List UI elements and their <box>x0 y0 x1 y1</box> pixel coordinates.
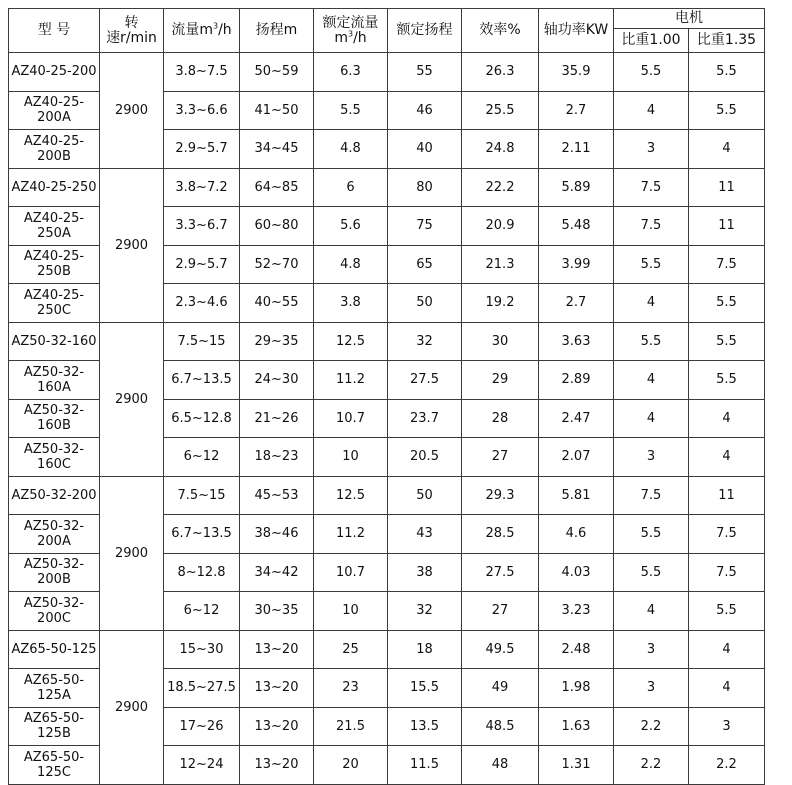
efficiency-cell: 49.5 <box>462 630 539 669</box>
header-speed-line1: 转 <box>124 14 139 31</box>
efficiency-cell: 24.8 <box>462 130 539 169</box>
shaft-power-cell: 3.99 <box>539 245 614 284</box>
pump-spec-table <box>8 8 765 785</box>
efficiency-cell: 27.5 <box>462 553 539 592</box>
efficiency-cell: 22.2 <box>462 168 539 207</box>
shaft-power-cell: 4.03 <box>539 553 614 592</box>
rated-flow-cell: 11.2 <box>314 361 388 400</box>
model-cell: AZ40-25-200 <box>9 53 100 92</box>
header-motor: 电机 <box>614 9 765 29</box>
header-rated-flow-line1: 额定流量 <box>322 14 379 31</box>
efficiency-cell: 21.3 <box>462 245 539 284</box>
table-row <box>9 168 765 207</box>
shaft-power-cell: 2.7 <box>539 91 614 130</box>
head-cell: 13~20 <box>240 746 314 785</box>
head-cell: 13~20 <box>240 669 314 708</box>
flow-cell: 7.5~15 <box>164 476 240 515</box>
flow-cell: 18.5~27.5 <box>164 669 240 708</box>
flow-cell: 3.8~7.5 <box>164 53 240 92</box>
motor-100-cell: 2.2 <box>614 746 689 785</box>
efficiency-cell: 49 <box>462 669 539 708</box>
table-row <box>9 322 765 361</box>
efficiency-cell: 25.5 <box>462 91 539 130</box>
model-cell: AZ65-50-125 <box>9 630 100 669</box>
model-cell: AZ50-32-200A <box>9 515 100 554</box>
motor-135-cell: 5.5 <box>689 91 765 130</box>
motor-135-cell: 4 <box>689 630 765 669</box>
efficiency-cell: 29.3 <box>462 476 539 515</box>
rated-head-cell: 50 <box>388 476 462 515</box>
motor-100-cell: 4 <box>614 399 689 438</box>
shaft-power-cell: 2.89 <box>539 361 614 400</box>
efficiency-cell: 20.9 <box>462 207 539 246</box>
efficiency-cell: 27 <box>462 438 539 477</box>
motor-135-cell: 4 <box>689 438 765 477</box>
header-rated-flow-unit: /h <box>353 29 367 46</box>
shaft-power-cell: 4.6 <box>539 515 614 554</box>
motor-100-cell: 4 <box>614 592 689 631</box>
motor-135-cell: 7.5 <box>689 515 765 554</box>
rated-head-cell: 40 <box>388 130 462 169</box>
motor-135-cell: 3 <box>689 707 765 746</box>
efficiency-cell: 27 <box>462 592 539 631</box>
motor-100-cell: 5.5 <box>614 322 689 361</box>
rated-flow-cell: 23 <box>314 669 388 708</box>
rated-flow-cell: 10.7 <box>314 399 388 438</box>
rated-flow-cell: 4.8 <box>314 245 388 284</box>
motor-135-cell: 7.5 <box>689 553 765 592</box>
motor-100-cell: 3 <box>614 438 689 477</box>
rated-flow-cell: 11.2 <box>314 515 388 554</box>
model-cell: AZ40-25-250 <box>9 168 100 207</box>
motor-100-cell: 5.5 <box>614 553 689 592</box>
efficiency-cell: 29 <box>462 361 539 400</box>
shaft-power-cell: 2.48 <box>539 630 614 669</box>
rated-head-cell: 18 <box>388 630 462 669</box>
efficiency-cell: 28 <box>462 399 539 438</box>
header-speed <box>100 9 164 53</box>
motor-100-cell: 7.5 <box>614 207 689 246</box>
motor-135-cell: 11 <box>689 476 765 515</box>
head-cell: 41~50 <box>240 91 314 130</box>
motor-135-cell: 11 <box>689 207 765 246</box>
motor-135-cell: 7.5 <box>689 245 765 284</box>
motor-100-cell: 4 <box>614 91 689 130</box>
model-cell: AZ40-25-200B <box>9 130 100 169</box>
flow-cell: 8~12.8 <box>164 553 240 592</box>
shaft-power-cell: 5.81 <box>539 476 614 515</box>
head-cell: 24~30 <box>240 361 314 400</box>
motor-135-cell: 5.5 <box>689 361 765 400</box>
shaft-power-cell: 1.31 <box>539 746 614 785</box>
model-cell: AZ65-50-125B <box>9 707 100 746</box>
head-cell: 45~53 <box>240 476 314 515</box>
rated-head-cell: 23.7 <box>388 399 462 438</box>
table-row <box>9 476 765 515</box>
table-row <box>9 630 765 669</box>
header-flow <box>164 9 240 53</box>
header-flow-label: 流量m <box>171 22 213 38</box>
speed-cell: 2900 <box>100 53 164 169</box>
header-rated-flow-m: m <box>334 29 348 46</box>
speed-cell: 2900 <box>100 476 164 630</box>
rated-flow-cell: 10 <box>314 438 388 477</box>
header-rated-flow-sup: 3 <box>347 28 354 38</box>
header-rated-flow <box>314 9 388 53</box>
motor-135-cell: 2.2 <box>689 746 765 785</box>
flow-cell: 7.5~15 <box>164 322 240 361</box>
rated-flow-cell: 3.8 <box>314 284 388 323</box>
rated-flow-cell: 4.8 <box>314 130 388 169</box>
model-cell: AZ40-25-250A <box>9 207 100 246</box>
motor-135-cell: 4 <box>689 669 765 708</box>
motor-100-cell: 5.5 <box>614 245 689 284</box>
speed-cell: 2900 <box>100 168 164 322</box>
table-row <box>9 53 765 92</box>
header-flow-sup: 3 <box>212 21 219 31</box>
motor-100-cell: 4 <box>614 284 689 323</box>
rated-head-cell: 43 <box>388 515 462 554</box>
flow-cell: 15~30 <box>164 630 240 669</box>
header-sg-135: 比重1.35 <box>689 29 765 53</box>
head-cell: 21~26 <box>240 399 314 438</box>
model-cell: AZ40-25-200A <box>9 91 100 130</box>
header-rated-head: 额定扬程 <box>388 9 462 53</box>
header-speed-line2: 速r/min <box>106 29 157 46</box>
rated-flow-cell: 10.7 <box>314 553 388 592</box>
rated-flow-cell: 12.5 <box>314 322 388 361</box>
head-cell: 50~59 <box>240 53 314 92</box>
motor-135-cell: 4 <box>689 130 765 169</box>
motor-100-cell: 3 <box>614 130 689 169</box>
model-cell: AZ50-32-160 <box>9 322 100 361</box>
flow-cell: 6.7~13.5 <box>164 515 240 554</box>
model-cell: AZ65-50-125C <box>9 746 100 785</box>
motor-100-cell: 2.2 <box>614 707 689 746</box>
flow-cell: 12~24 <box>164 746 240 785</box>
motor-100-cell: 7.5 <box>614 476 689 515</box>
speed-cell: 2900 <box>100 322 164 476</box>
rated-flow-cell: 21.5 <box>314 707 388 746</box>
head-cell: 38~46 <box>240 515 314 554</box>
header-sg-100: 比重1.00 <box>614 29 689 53</box>
shaft-power-cell: 5.89 <box>539 168 614 207</box>
head-cell: 30~35 <box>240 592 314 631</box>
rated-head-cell: 38 <box>388 553 462 592</box>
rated-flow-cell: 20 <box>314 746 388 785</box>
flow-cell: 6~12 <box>164 438 240 477</box>
rated-flow-cell: 6 <box>314 168 388 207</box>
head-cell: 13~20 <box>240 630 314 669</box>
flow-cell: 3.3~6.7 <box>164 207 240 246</box>
flow-cell: 2.9~5.7 <box>164 245 240 284</box>
head-cell: 60~80 <box>240 207 314 246</box>
head-cell: 52~70 <box>240 245 314 284</box>
flow-cell: 3.8~7.2 <box>164 168 240 207</box>
shaft-power-cell: 35.9 <box>539 53 614 92</box>
rated-head-cell: 15.5 <box>388 669 462 708</box>
motor-135-cell: 5.5 <box>689 322 765 361</box>
rated-flow-cell: 25 <box>314 630 388 669</box>
motor-100-cell: 7.5 <box>614 168 689 207</box>
shaft-power-cell: 2.07 <box>539 438 614 477</box>
rated-flow-cell: 10 <box>314 592 388 631</box>
rated-head-cell: 27.5 <box>388 361 462 400</box>
shaft-power-cell: 2.11 <box>539 130 614 169</box>
rated-head-cell: 75 <box>388 207 462 246</box>
rated-head-cell: 11.5 <box>388 746 462 785</box>
shaft-power-cell: 3.63 <box>539 322 614 361</box>
rated-head-cell: 46 <box>388 91 462 130</box>
motor-100-cell: 4 <box>614 361 689 400</box>
rated-flow-cell: 5.6 <box>314 207 388 246</box>
motor-135-cell: 5.5 <box>689 284 765 323</box>
motor-135-cell: 11 <box>689 168 765 207</box>
motor-100-cell: 5.5 <box>614 515 689 554</box>
table-body <box>9 53 765 785</box>
head-cell: 34~45 <box>240 130 314 169</box>
flow-cell: 3.3~6.6 <box>164 91 240 130</box>
speed-cell: 2900 <box>100 630 164 784</box>
motor-135-cell: 5.5 <box>689 592 765 631</box>
rated-flow-cell: 5.5 <box>314 91 388 130</box>
rated-head-cell: 80 <box>388 168 462 207</box>
model-cell: AZ40-25-250B <box>9 245 100 284</box>
shaft-power-cell: 1.98 <box>539 669 614 708</box>
efficiency-cell: 30 <box>462 322 539 361</box>
rated-head-cell: 32 <box>388 322 462 361</box>
efficiency-cell: 26.3 <box>462 53 539 92</box>
motor-100-cell: 5.5 <box>614 53 689 92</box>
rated-head-cell: 13.5 <box>388 707 462 746</box>
flow-cell: 2.3~4.6 <box>164 284 240 323</box>
head-cell: 18~23 <box>240 438 314 477</box>
shaft-power-cell: 1.63 <box>539 707 614 746</box>
flow-cell: 2.9~5.7 <box>164 130 240 169</box>
rated-head-cell: 55 <box>388 53 462 92</box>
model-cell: AZ50-32-200C <box>9 592 100 631</box>
header-head: 扬程m <box>240 9 314 53</box>
model-cell: AZ50-32-160A <box>9 361 100 400</box>
shaft-power-cell: 5.48 <box>539 207 614 246</box>
head-cell: 34~42 <box>240 553 314 592</box>
model-cell: AZ50-32-200B <box>9 553 100 592</box>
flow-cell: 6~12 <box>164 592 240 631</box>
head-cell: 29~35 <box>240 322 314 361</box>
rated-head-cell: 65 <box>388 245 462 284</box>
header-flow-unit: /h <box>218 22 232 38</box>
model-cell: AZ50-32-160B <box>9 399 100 438</box>
model-cell: AZ40-25-250C <box>9 284 100 323</box>
efficiency-cell: 28.5 <box>462 515 539 554</box>
rated-flow-cell: 6.3 <box>314 53 388 92</box>
flow-cell: 6.7~13.5 <box>164 361 240 400</box>
head-cell: 40~55 <box>240 284 314 323</box>
shaft-power-cell: 2.7 <box>539 284 614 323</box>
header-efficiency: 效率% <box>462 9 539 53</box>
motor-100-cell: 3 <box>614 669 689 708</box>
motor-100-cell: 3 <box>614 630 689 669</box>
motor-135-cell: 4 <box>689 399 765 438</box>
header-shaft-power: 轴功率KW <box>539 9 614 53</box>
rated-head-cell: 20.5 <box>388 438 462 477</box>
header-model: 型 号 <box>9 9 100 53</box>
shaft-power-cell: 3.23 <box>539 592 614 631</box>
motor-135-cell: 5.5 <box>689 53 765 92</box>
head-cell: 13~20 <box>240 707 314 746</box>
head-cell: 64~85 <box>240 168 314 207</box>
model-cell: AZ65-50-125A <box>9 669 100 708</box>
rated-head-cell: 50 <box>388 284 462 323</box>
rated-flow-cell: 12.5 <box>314 476 388 515</box>
efficiency-cell: 19.2 <box>462 284 539 323</box>
shaft-power-cell: 2.47 <box>539 399 614 438</box>
model-cell: AZ50-32-160C <box>9 438 100 477</box>
rated-head-cell: 32 <box>388 592 462 631</box>
flow-cell: 6.5~12.8 <box>164 399 240 438</box>
efficiency-cell: 48 <box>462 746 539 785</box>
efficiency-cell: 48.5 <box>462 707 539 746</box>
model-cell: AZ50-32-200 <box>9 476 100 515</box>
flow-cell: 17~26 <box>164 707 240 746</box>
